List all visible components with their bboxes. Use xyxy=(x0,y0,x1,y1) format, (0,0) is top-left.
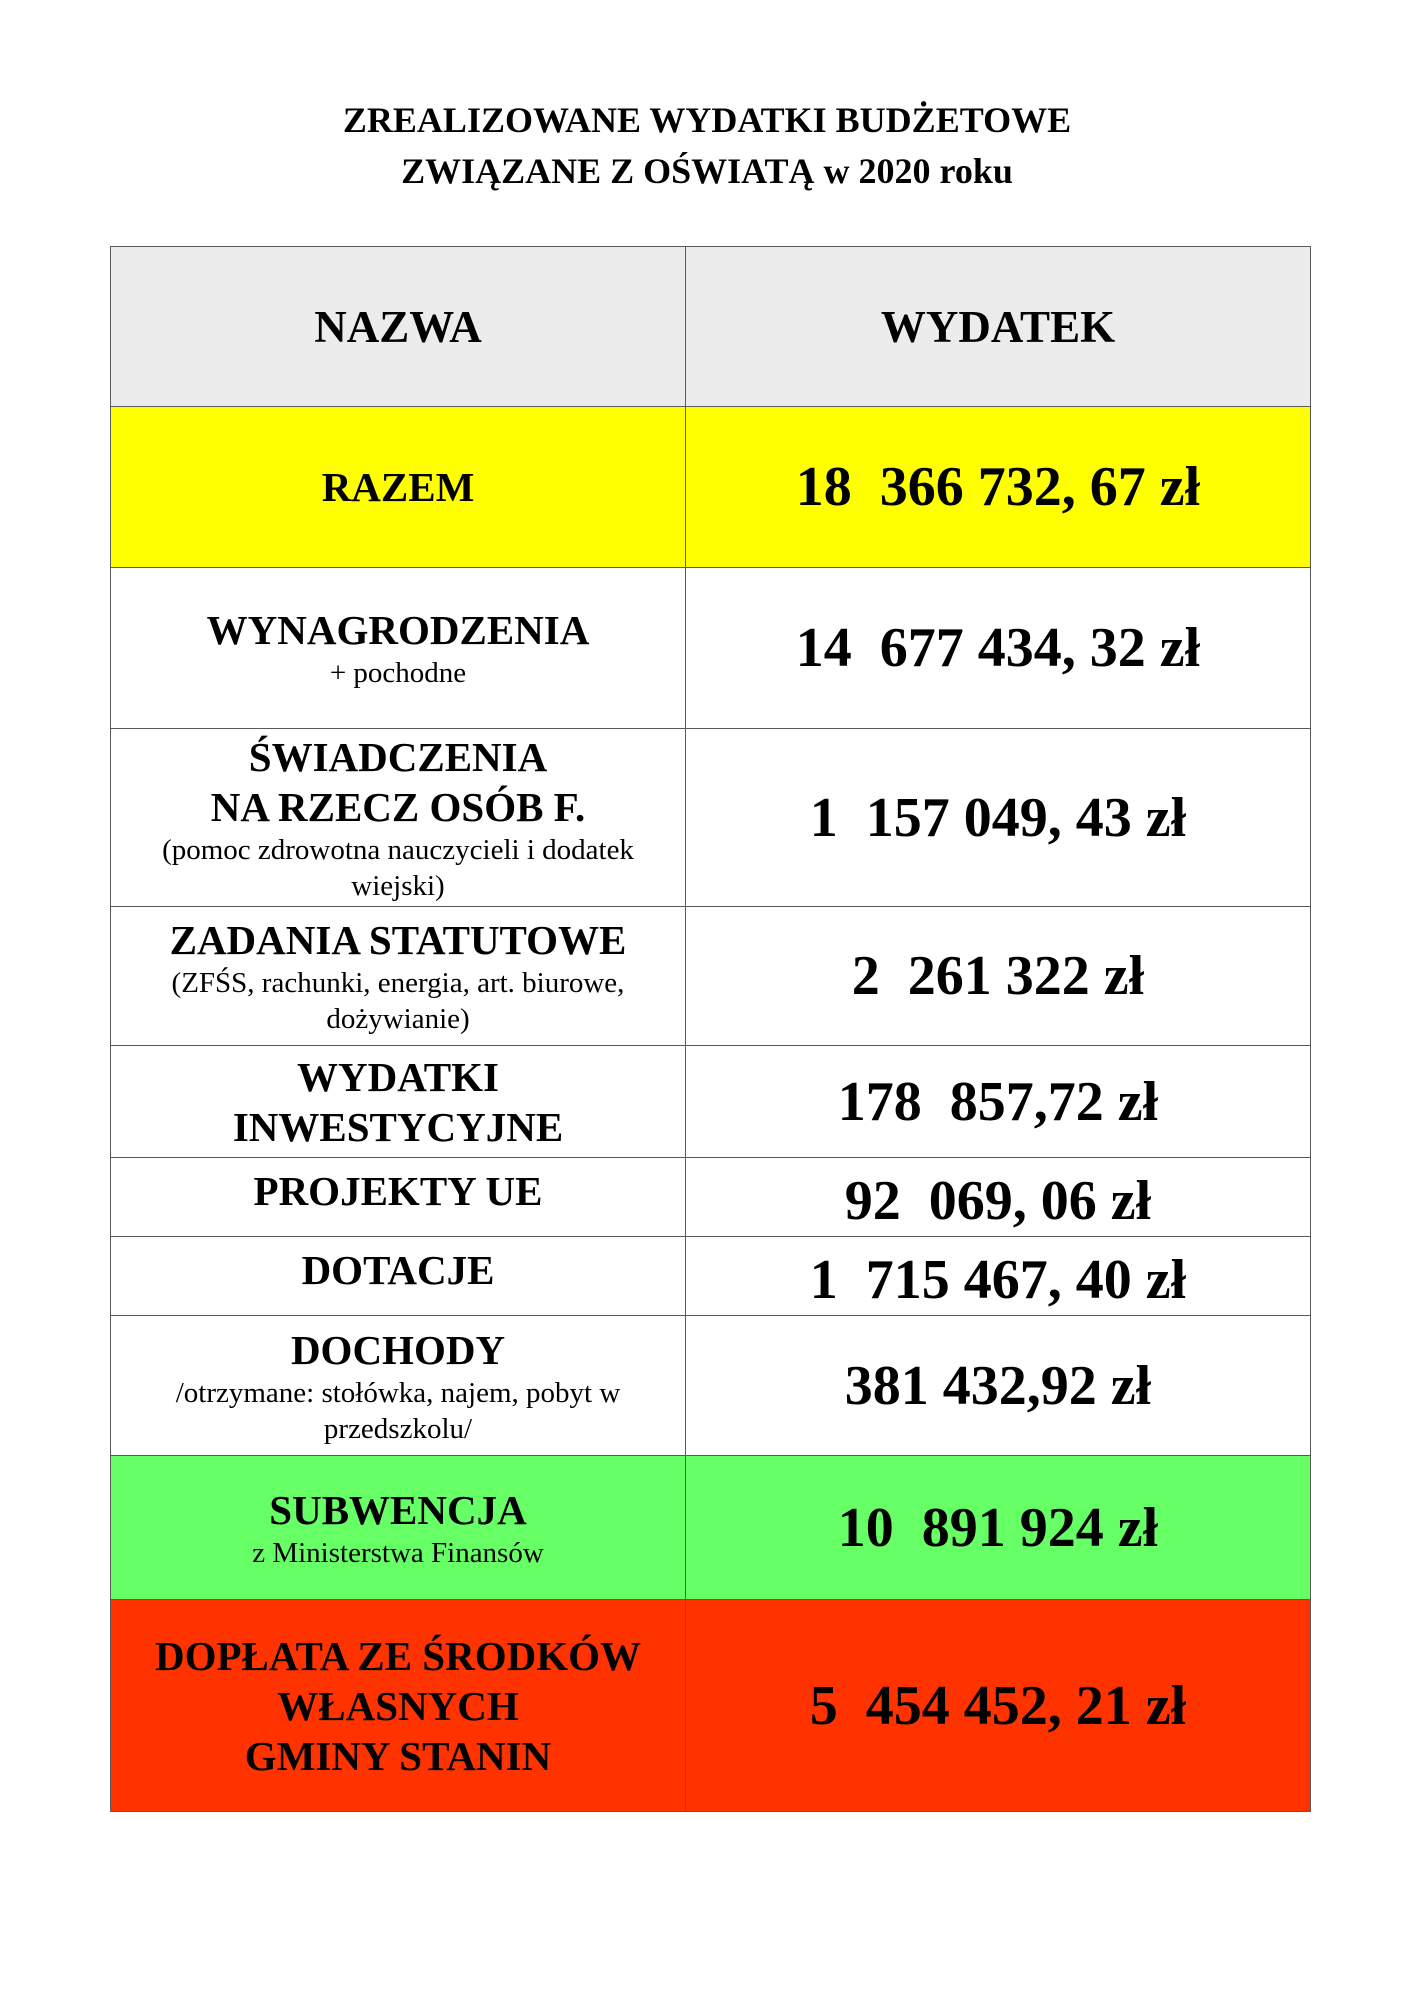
row-subtext: (ZFŚS, rachunki, energia, art. biurowe, dożywianie) xyxy=(171,967,625,1035)
budget-table xyxy=(110,246,1311,1812)
row-name-cell xyxy=(111,1456,686,1600)
table-row-benefits xyxy=(111,729,1311,907)
row-name: PROJEKTY UE xyxy=(253,1168,543,1214)
header-cell-value xyxy=(686,247,1311,407)
row-value: 1 157 049, 43 zł xyxy=(809,786,1187,849)
table-row-own-funds xyxy=(111,1600,1311,1812)
row-subtext: + pochodne xyxy=(329,657,467,689)
row-subtext: (pomoc zdrowotna nauczycieli i dodatek wiejski) xyxy=(162,833,634,902)
row-value: 14 677 434, 32 zł xyxy=(795,617,1201,679)
row-name: ZADANIA STATUTOWE xyxy=(169,917,627,963)
title-line-2: ZWIĄZANE Z OŚWIATĄ w 2020 roku xyxy=(401,151,1013,191)
row-name-line-2: WŁASNYCH xyxy=(277,1682,519,1729)
row-name: WYNAGRODZENIA xyxy=(206,607,590,653)
table-row-eu-projects xyxy=(111,1158,1311,1237)
row-name-cell xyxy=(111,1158,686,1237)
row-value-cell xyxy=(686,1158,1311,1237)
row-name-cell xyxy=(111,1600,686,1812)
row-subtext: /otrzymane: stołówka, najem, pobyt w przedszkolu/ xyxy=(175,1376,621,1445)
row-name-line-1: WYDATKI xyxy=(297,1053,499,1100)
row-value-cell xyxy=(686,1316,1311,1456)
row-value-cell xyxy=(686,907,1311,1046)
row-value: 92 069, 06 zł xyxy=(844,1170,1152,1232)
header-cell-name xyxy=(111,247,686,407)
row-name-cell xyxy=(111,1237,686,1316)
table-header-row xyxy=(111,247,1311,407)
table-row-salaries xyxy=(111,568,1311,729)
table-row-investments xyxy=(111,1046,1311,1158)
row-name: RAZEM xyxy=(321,464,475,510)
row-value-cell xyxy=(686,729,1311,907)
row-value: 1 715 467, 40 zł xyxy=(809,1249,1187,1311)
row-name-cell xyxy=(111,1046,686,1158)
row-name-cell xyxy=(111,568,686,729)
document-title xyxy=(0,95,1414,197)
row-name: DOCHODY xyxy=(290,1326,506,1373)
row-value-cell xyxy=(686,1600,1311,1812)
row-value-cell xyxy=(686,1237,1311,1316)
row-value-cell xyxy=(686,568,1311,729)
row-value: 18 366 732, 67 zł xyxy=(795,456,1201,518)
table-row-subsidy xyxy=(111,1456,1311,1600)
row-name-cell xyxy=(111,407,686,568)
row-value: 2 261 322 zł xyxy=(851,945,1145,1007)
row-name-cell xyxy=(111,1316,686,1456)
title-line-1: ZREALIZOWANE WYDATKI BUDŻETOWE xyxy=(342,100,1072,140)
header-value-label: WYDATEK xyxy=(880,301,1116,352)
row-value: 178 857,72 zł xyxy=(837,1070,1159,1133)
table-row-income xyxy=(111,1316,1311,1456)
row-value-cell xyxy=(686,1456,1311,1600)
header-name-label: NAZWA xyxy=(314,301,482,352)
row-name-line-1: DOPŁATA ZE ŚRODKÓW xyxy=(155,1632,641,1679)
row-name-line-2: INWESTYCYJNE xyxy=(232,1103,564,1150)
row-value: 5 454 452, 21 zł xyxy=(809,1674,1187,1737)
row-name: DOTACJE xyxy=(301,1247,495,1293)
row-value: 381 432,92 zł xyxy=(844,1354,1152,1417)
table-row-grants xyxy=(111,1237,1311,1316)
row-name-line-3: GMINY STANIN xyxy=(244,1732,552,1779)
row-value-cell xyxy=(686,407,1311,568)
row-name-cell xyxy=(111,729,686,907)
row-name-line-2: NA RZECZ OSÓB F. xyxy=(210,783,586,830)
row-value-cell xyxy=(686,1046,1311,1158)
table-row-statutory-tasks xyxy=(111,907,1311,1046)
row-name: SUBWENCJA xyxy=(269,1486,527,1533)
row-name-line-1: ŚWIADCZENIA xyxy=(248,733,548,780)
row-name-cell xyxy=(111,907,686,1046)
row-subtext: z Ministerstwa Finansów xyxy=(252,1536,544,1569)
table-row-total xyxy=(111,407,1311,568)
row-value: 10 891 924 zł xyxy=(837,1496,1159,1559)
